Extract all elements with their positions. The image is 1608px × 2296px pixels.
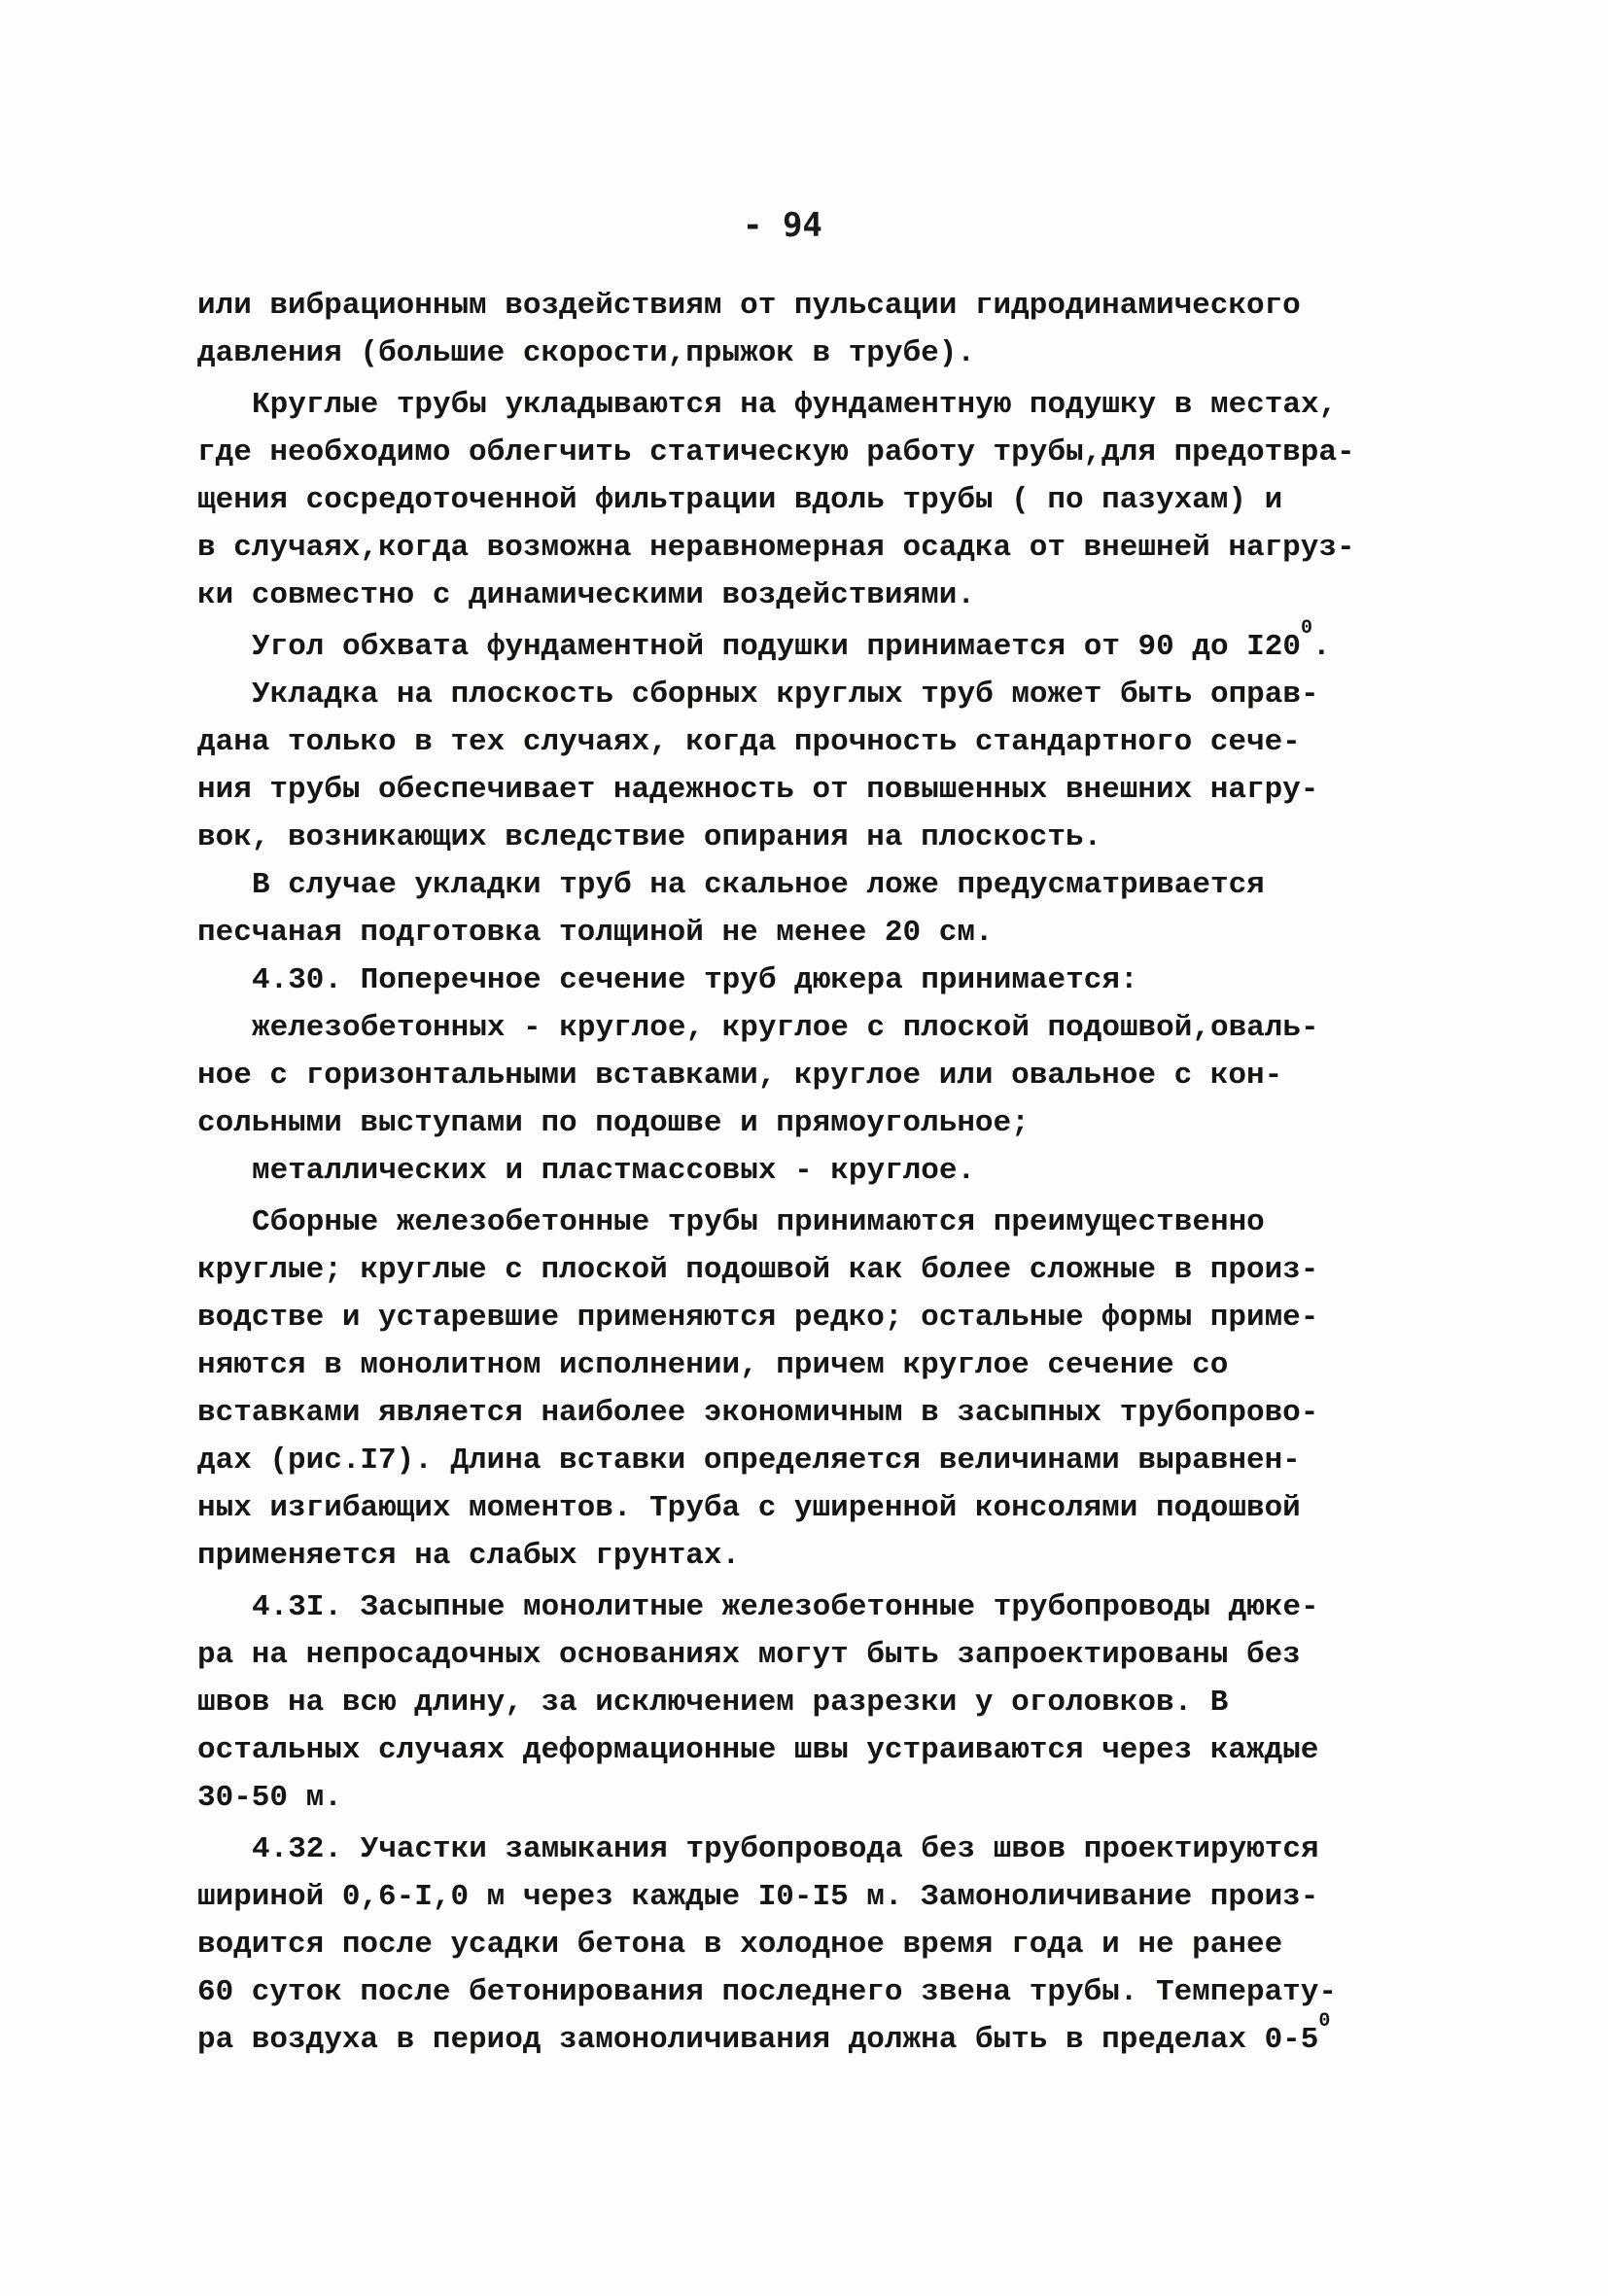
text-line: в случаях,когда возможна неравномерная осадка от внешней нагруз-	[197, 531, 1355, 565]
degree-superscript: 0	[1300, 617, 1312, 640]
angle-text: Угол обхвата фундаментной подушки принимается от 90 до I20	[252, 630, 1301, 664]
text-line-temperature	[197, 2010, 1432, 2064]
text-line: водится после усадки бетона в холодное время года и не ранее	[197, 1928, 1283, 1962]
text-line: ки совместно с динамическими воздействиями.	[197, 578, 975, 612]
text-line: остальных случаях деформационные швы устраиваются через каждые	[197, 1733, 1319, 1767]
text-line: няются в монолитном исполнении, причем круглое сечение со	[197, 1348, 1229, 1382]
text-line: 4.30. Поперечное сечение труб дюкера принимается:	[252, 963, 1138, 997]
temperature-text: ра воздуха в период замоноличивания должна быть в пределах 0-5	[197, 2023, 1319, 2057]
text-line: песчаная подготовка толщиной не менее 20 см.	[197, 916, 994, 950]
degree-superscript-2: 0	[1318, 2010, 1331, 2033]
text-line: ра на непросадочных основаниях могут быть запроектированы без	[197, 1638, 1301, 1672]
text-line-angle	[197, 617, 1432, 671]
text-line: дах (рис.I7). Длина вставки определяется величинами выравнен-	[197, 1444, 1301, 1478]
text-line: применяется на слабых грунтах.	[197, 1539, 741, 1573]
text-line: дана только в тех случаях, когда прочность стандартного сече-	[197, 725, 1301, 759]
text-line: металлических и пластмассовых - круглое.	[252, 1154, 976, 1188]
text-line: Укладка на плоскость сборных круглых труб может быть оправ-	[252, 678, 1319, 712]
text-line: давления (большие скорости,прыжок в трубе).	[197, 336, 975, 370]
text-line: швов на всю длину, за исключением разрезки у оголовков. В	[197, 1686, 1229, 1720]
text-line: водстве и устаревшие применяются редко; остальные формы приме-	[197, 1301, 1319, 1335]
text-line: 4.32. Участки замыкания трубопровода без швов проектируются	[252, 1832, 1319, 1866]
text-line: ных изгибающих моментов. Труба с уширенной консолями подошвой	[197, 1491, 1301, 1525]
text-line: Круглые трубы укладываются на фундаментную подушку в местах,	[252, 388, 1338, 422]
text-line: вок, возникающих вследствие опирания на плоскость.	[197, 820, 1102, 854]
text-line: 4.3I. Засыпные монолитные железобетонные трубопроводы дюке-	[252, 1590, 1319, 1624]
text-line: железобетонных - круглое, круглое с плоской подошвой,оваль-	[252, 1011, 1319, 1045]
text-line: где необходимо облегчить статическую работу трубы,для предотвра-	[197, 435, 1355, 470]
text-line: В случае укладки труб на скальное ложе предусматривается	[252, 868, 1265, 902]
text-line: щения сосредоточенной фильтрации вдоль трубы ( по пазухам) и	[197, 483, 1283, 517]
text-line: или вибрационным воздействиям от пульсации гидродинамического	[197, 289, 1301, 323]
text-line: ния трубы обеспечивает надежность от повышенных внешних нагру-	[197, 773, 1319, 807]
text-line: круглые; круглые с плоской подошвой как более сложные в произ-	[197, 1253, 1319, 1287]
text-line: шириной 0,6-I,0 м через каждые I0-I5 м. Замоноличивание произ-	[197, 1880, 1319, 1914]
text-line: сольными выступами по подошве и прямоугольное;	[197, 1106, 1030, 1140]
angle-period: .	[1312, 630, 1331, 664]
text-line: 30-50 м.	[197, 1781, 342, 1815]
body-text	[197, 282, 1432, 2064]
text-line: Сборные железобетонные трубы принимаются преимущественно	[252, 1205, 1265, 1239]
text-line: 60 суток после бетонирования последнего звена трубы. Температу-	[197, 1975, 1337, 2009]
text-line: вставками является наиболее экономичным в засыпных трубопрово-	[197, 1396, 1319, 1430]
text-line: ное с горизонтальными вставками, круглое или овальное с кон-	[197, 1059, 1283, 1093]
page-number: - 94	[743, 206, 822, 245]
